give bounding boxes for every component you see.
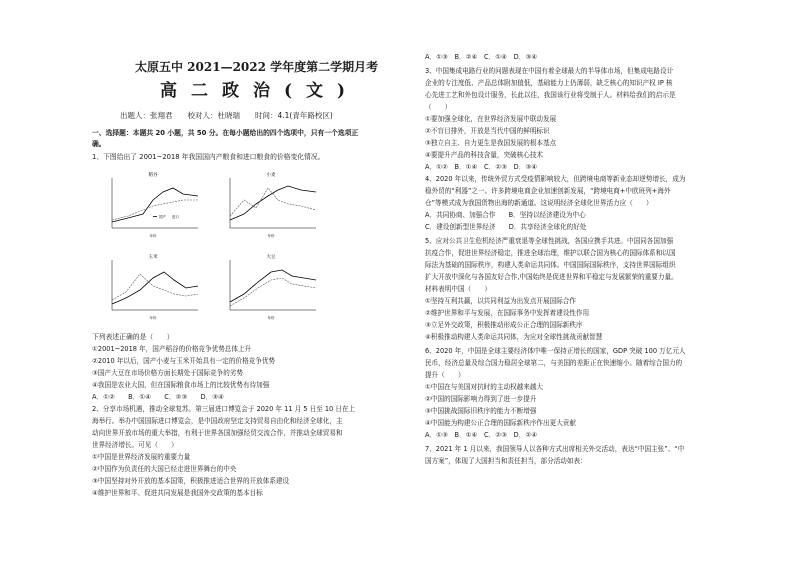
q2-choices: A．①③ B．②④ C．①④ D．③④ [425, 53, 538, 61]
price-charts [98, 170, 330, 330]
q3-option: ②不盲目排外，开放是当代中国的鲜明标识 [425, 127, 550, 135]
chart-title: 大豆 [266, 255, 276, 260]
q2-line: 海举行。举办中国国际进口博览会，是中国政府坚定支持贸易自由化和经济全球化，主 [92, 417, 343, 425]
q1-option: ④我国是农业大国，但在国际粮食市场上的比较优势有待加强 [92, 381, 270, 389]
q5-option: ④积极推动构建人类命运共同体，为应对全球性挑战贡献智慧 [425, 333, 603, 341]
q4-option: C．建设创新型世界经济 D．共享经济全球化的好处 [425, 223, 587, 231]
q6-option: ④中国能为构建公正合理的国际新秩序作出更大贡献 [425, 419, 576, 427]
chart-title: 小麦 [266, 173, 276, 178]
q3-line: 心先进工艺和外包设计服务，长此以往，我国该行业将受制于人。材料给我们的启示是 [425, 91, 676, 99]
q1-option: ①2001~2018 年，国产稻谷的价格竞争优势总体上升 [92, 345, 252, 353]
q3-line: （ ） [425, 103, 452, 111]
q1-option: ③国产大豆在市场价格方面长期处于国际竞争的劣势 [92, 369, 243, 377]
svg-text:年份: 年份 [149, 234, 157, 238]
q2-line: 动向世界开放市场的重大举措，有利于世界各国加强经贸交流合作，并推动全球贸易和 [92, 429, 343, 437]
chart-wheat [216, 170, 326, 242]
question-1: 1、下图给出了 2001~2018 年我国国内产粮食和进口粮食的价格变化情况。 [92, 153, 325, 161]
q3-line: 3、中国集成电路行业的问题表现在中国有着全球最大的半导体市场，但集成电路设计 [425, 67, 674, 75]
q4-line: 仓”等模式成为我国货物出海的新通道。这说明经济全球化世界活力应（ ） [425, 199, 653, 207]
q3-option: ④要提升产品的科技含量，突破核心技术 [425, 151, 544, 159]
q6-line: 6、2020 年，中国是全球主要经济体中唯一保持正增长的国家，GDP 突破 100 万亿元人 [425, 347, 686, 355]
chart-title: 玉米 [148, 255, 158, 260]
q5-line: 5、应对公共卫生危机经济严重衰退等全球性挑战，各国应携手共进。中国同各国加强 [425, 237, 674, 245]
q6-option: ③中国挑战国际旧秩序的能力不断增强 [425, 407, 537, 415]
chart-title: 稻谷 [148, 173, 158, 178]
svg-text:国产: 国产 [159, 215, 166, 219]
q2-option: ④维护世界和平、促进共同发展是我国外交政策的基本目标 [92, 489, 263, 497]
q1-option: ②2010 年以后，国产小麦与玉米开始具有一定的价格竞争优势 [92, 357, 276, 365]
svg-text:年份: 年份 [267, 234, 275, 238]
section-title: 一、选择题：本题共 20 小题，共 50 分。在每小题给出的四个选项中，只有一个选项正 [92, 129, 359, 137]
q6-option: ②中国的国际影响力得到了进一步提升 [425, 395, 537, 403]
section-title-cont: 确。 [92, 140, 106, 148]
svg-text:进口: 进口 [172, 215, 179, 219]
q6-line: 民币，经济总量及综合国力稳居全球第二，与美国的差距正在快速缩小。随着综合国力的 [425, 359, 683, 367]
q6-option: ①中国在与美国对抗时的主动权越来越大 [425, 383, 544, 391]
q3-option: ①要加强全球化，在世界经济发展中联动发展 [425, 115, 557, 123]
q2-option: ③中国坚持对外开放的基本国策，积极推进适合世界的开放体系建设 [92, 477, 290, 485]
q7-line: 7、2021 年 1 月以来，我国领导人以各种方式出席相关外交活动，表达“中国主张”、“中 [425, 445, 685, 453]
q7-line: 国方案”，体现了大国担当和责任担当，部分活动如表： [425, 457, 587, 465]
school-title: 太原五中 2021—2022 学年度第二学期月考 [135, 60, 379, 74]
q1-ask: 下列表述正确的是（ ） [92, 333, 174, 341]
q2-line: 2、分享市场机遇，推动全球复苏。第三届进口博览会于 2020 年 11 月 5 日至 10 日在上 [92, 405, 356, 413]
q5-line: 抗疫合作，促进世界经济稳定，推进全球治理，维护以联合国为核心的国际体系和以国 [425, 249, 676, 257]
q3-line: 企业的专注度低、产品总体附加值低，基础能力上仍薄弱，缺乏核心的知识产权 IP 核 [425, 79, 673, 87]
q1-choices: A．①② B．①④ C．②③ D．③④ [92, 393, 224, 401]
subject-title: 高二政治(文) [160, 81, 360, 101]
q6-choices: A．①③ B．①④ C．②③ D．②④ [425, 431, 538, 439]
q3-option: ③独立自主、自力更生是我国发展的根本基点 [425, 139, 557, 147]
chart-corn [98, 252, 208, 324]
q4-line: 4、2020 年以来，传统外贸方式受疫情影响较大，但跨境电商等新业态却逆势增长，成为 [425, 175, 686, 183]
chart-rice [98, 170, 208, 242]
q4-line: 稳外贸的“利器”之一。许多跨境电商企业加速创新发展，“跨境电商+中欧班列+海外 [425, 187, 671, 195]
svg-text:年份: 年份 [267, 316, 275, 320]
q5-option: ③立足外交政策，积极推动形成公正合理的国际新秩序 [425, 321, 583, 329]
q4-option: A．共同协商、加强合作 B．坚持以经济建设为中心 [425, 211, 586, 219]
q5-option: ①坚持互利共赢，以共同利益为出发点开展国际合作 [425, 297, 576, 305]
q6-line: 提升（ ） [425, 371, 465, 379]
q5-option: ②维护世界和平与发展，在国际事务中发挥着建设性作用 [425, 309, 590, 317]
q5-line: 材料表明中国（ ） [425, 285, 491, 293]
q5-line: 际法为基础的国际秩序，构建人类命运共同体。中国国际国际秩序，支持世界国际组织 [425, 261, 676, 269]
svg-text:年份: 年份 [149, 316, 157, 320]
q5-line: 扩大开放中深化与各国友好合作,中国始终是促进世界和平稳定与发展繁荣的重要力量。 [425, 273, 678, 281]
chart-soybean [216, 252, 326, 324]
q2-option: ①中国是世界经济发展的重要力量 [92, 453, 191, 461]
q2-option: ②中国作为负责任的大国已经走进世界舞台的中央 [92, 465, 237, 473]
q2-line: 世界经济增长。可见（ ） [92, 441, 178, 449]
q3-choices: A．①② B．①④ C．②③ D．③④ [425, 163, 538, 171]
authors-line: 出题人：张翔君 校对人：杜晓瑞 时间：4.1(青年路校区) [120, 111, 333, 120]
